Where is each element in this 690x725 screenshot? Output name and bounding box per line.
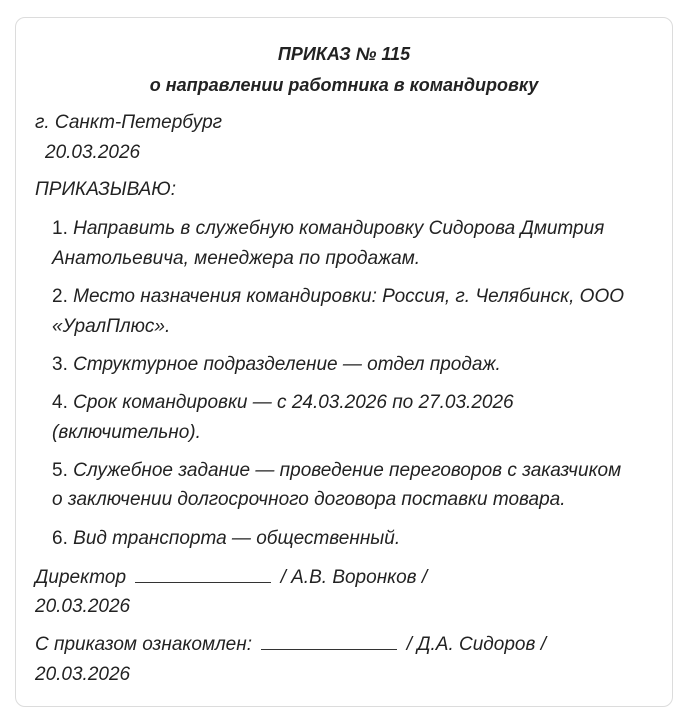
- director-name: / А.В. Воронков /: [280, 567, 428, 588]
- acknowledgement-signature-blank: [261, 633, 397, 650]
- director-date: 20.03.2026: [35, 596, 131, 617]
- order-item-4-text: Срок командировки — с 24.03.2026 по 27.03.2026: [73, 392, 514, 413]
- order-item-5-text: Служебное задание — проведение переговоров с заказчиком: [73, 460, 622, 481]
- order-item-4-number: 4.: [52, 392, 68, 413]
- document-date: 20.03.2026: [45, 142, 141, 163]
- order-item-1-line2: Анатольевича, менеджера по продажам.: [52, 248, 421, 269]
- order-item-2-line2: «УралПлюс».: [52, 316, 171, 337]
- order-item-1-text: Направить в служебную командировку Сидорова Дмитрия: [73, 218, 605, 239]
- order-item-6-number: 6.: [52, 528, 68, 549]
- acknowledgement-line: [35, 630, 546, 659]
- order-item-5-line2: о заключении долгосрочного договора поставки товара.: [52, 489, 566, 510]
- order-item-2-text: Место назначения командировки: Россия, г. Челябинск, ООО: [73, 286, 625, 307]
- order-item-6-text: Вид транспорта — общественный.: [73, 528, 401, 549]
- order-item-3-text: Структурное подразделение — отдел продаж.: [73, 354, 501, 375]
- order-item-3-line1: [52, 350, 501, 379]
- order-item-4-line1: [52, 388, 514, 417]
- document-title: ПРИКАЗ № 115: [277, 44, 411, 64]
- order-item-3-number: 3.: [52, 354, 68, 375]
- director-label: Директор: [35, 567, 127, 588]
- director-signature-line: [35, 563, 427, 592]
- acknowledgement-label: С приказом ознакомлен:: [35, 634, 252, 655]
- order-item-5-number: 5.: [52, 460, 68, 481]
- director-signature-blank: [135, 566, 271, 583]
- order-word: ПРИКАЗЫВАЮ:: [35, 179, 176, 200]
- acknowledgement-date: 20.03.2026: [35, 664, 131, 685]
- city-line: г. Санкт-Петербург: [35, 112, 223, 133]
- order-item-2-number: 2.: [52, 286, 68, 307]
- order-item-4-line2: (включительно).: [52, 422, 201, 443]
- order-item-1-line1: [52, 214, 604, 243]
- order-item-5-line1: [52, 456, 621, 485]
- acknowledgement-name: / Д.А. Сидоров /: [406, 634, 546, 655]
- order-item-2-line1: [52, 282, 624, 311]
- order-item-1-number: 1.: [52, 218, 68, 239]
- document-subtitle: о направлении работника в командировку: [149, 75, 539, 95]
- document-card: [15, 17, 673, 707]
- order-item-6-line1: [52, 524, 400, 553]
